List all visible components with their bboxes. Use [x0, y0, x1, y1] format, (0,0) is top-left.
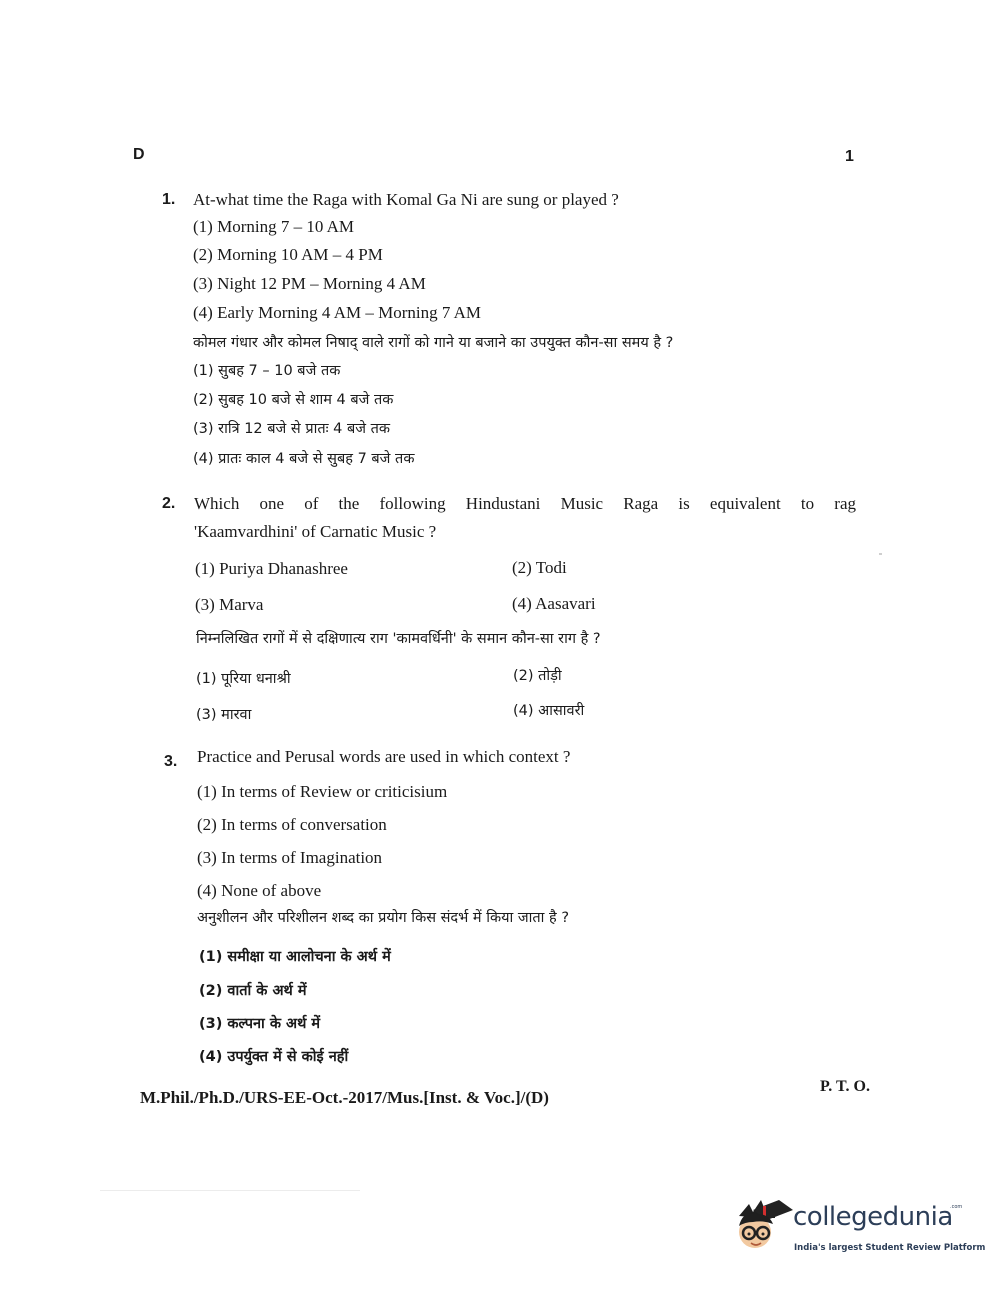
- question-3-option-2-hi: (2) वार्ता के अर्थ में: [199, 983, 307, 999]
- question-1-text-en: At-what time the Raga with Komal Ga Ni are sung or played ?: [193, 190, 619, 209]
- scan-noise: [100, 1190, 360, 1191]
- paper-code: M.Phil./Ph.D./URS-EE-Oct.-2017/Mus.[Inst. & Voc.]/(D): [140, 1088, 549, 1107]
- page-number: 1: [845, 148, 854, 165]
- pto-label: P. T. O.: [820, 1078, 870, 1095]
- question-2-text-en-line-2: 'Kaamvardhini' of Carnatic Music ?: [194, 522, 437, 541]
- question-1-option-3-en: (3) Night 12 PM – Morning 4 AM: [193, 274, 426, 293]
- question-2-option-2-hi: (2) तोड़ी: [513, 668, 562, 684]
- question-1-text-hi: कोमल गंधार और कोमल निषाद् वाले रागों को गाने या बजाने का उपयुक्त कौन-सा समय है ?: [193, 335, 674, 351]
- question-2-text-hi: निम्नलिखित रागों में से दक्षिणात्य राग 'कामवर्धिनी' के समान कौन-सा राग है ?: [196, 631, 601, 647]
- question-3-text-hi: अनुशीलन और परिशीलन शब्द का प्रयोग किस संदर्भ में किया जाता है ?: [197, 910, 570, 926]
- question-2-option-2-en: (2) Todi: [512, 558, 567, 577]
- question-3-option-2-en: (2) In terms of conversation: [197, 815, 387, 834]
- question-2-option-1-hi: (1) पूरिया धनाश्री: [196, 671, 291, 687]
- question-3-option-1-en: (1) In terms of Review or criticisium: [197, 782, 448, 801]
- scan-speck: [879, 553, 882, 555]
- question-2-option-1-en: (1) Puriya Dhanashree: [195, 559, 348, 578]
- question-1-option-4-en: (4) Early Morning 4 AM – Morning 7 AM: [193, 303, 482, 322]
- question-1-option-1-hi: (1) सुबह 7 – 10 बजे तक: [193, 363, 341, 379]
- question-1-option-3-hi: (3) रात्रि 12 बजे से प्रातः 4 बजे तक: [193, 421, 391, 437]
- brand-name: collegedunia: [793, 1202, 953, 1232]
- question-2-option-4-hi: (4) आसावरी: [513, 703, 585, 719]
- question-2-option-3-hi: (3) मारवा: [196, 707, 252, 723]
- question-2-option-3-en: (3) Marva: [195, 595, 264, 614]
- question-3-option-4-en: (4) None of above: [197, 881, 322, 900]
- question-1-option-1-en: (1) Morning 7 – 10 AM: [193, 217, 355, 236]
- question-3-option-4-hi: (4) उपर्युक्त में से कोई नहीं: [199, 1049, 349, 1065]
- question-3-text-en: Practice and Perusal words are used in which context ?: [197, 747, 571, 766]
- brand-suffix: .com: [950, 1204, 963, 1210]
- question-3-option-1-hi: (1) समीक्षा या आलोचना के अर्थ में: [199, 949, 391, 965]
- mascot-icon: [735, 1196, 795, 1258]
- question-2-option-4-en: (4) Aasavari: [512, 594, 596, 613]
- collegedunia-watermark: [735, 1196, 986, 1258]
- series-code: D: [133, 146, 145, 163]
- question-3-option-3-hi: (3) कल्पना के अर्थ में: [199, 1016, 321, 1032]
- question-2-text-en-line-1: Which one of the following Hindustani Music Raga is equivalent to rag: [194, 494, 856, 513]
- question-1-option-2-en: (2) Morning 10 AM – 4 PM: [193, 245, 383, 264]
- question-3-number: 3.: [164, 753, 178, 770]
- question-1-option-2-hi: (2) सुबह 10 बजे से शाम 4 बजे तक: [193, 392, 394, 408]
- question-2-number: 2.: [162, 495, 176, 512]
- brand-tagline: India's largest Student Review Platform: [794, 1243, 986, 1253]
- question-1-number: 1.: [162, 191, 176, 208]
- question-1-option-4-hi: (4) प्रातः काल 4 बजे से सुबह 7 बजे तक: [193, 451, 415, 467]
- question-3-option-3-en: (3) In terms of Imagination: [197, 848, 383, 867]
